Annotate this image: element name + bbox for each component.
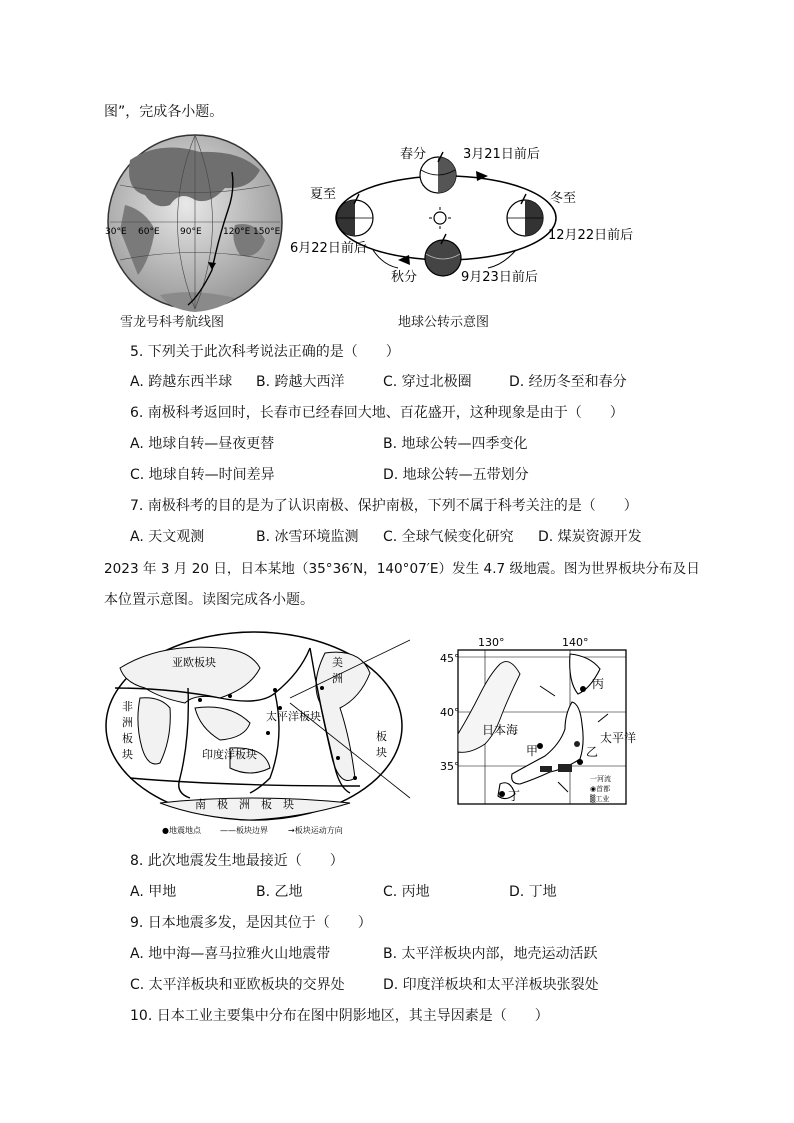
plate-pacific: 太平洋板块 [266,710,321,723]
orbit-winter: 冬至 [550,191,577,206]
japan-ding-label: 丁 [508,789,521,803]
q9-stem: 9. 日本地震多发，是因其位于（ ） [130,915,372,931]
orbit-caption: 地球公转示意图 [398,315,490,330]
q8-option-c[interactable]: C. 丙地 [383,884,430,900]
q8-option-d[interactable]: D. 丁地 [509,884,557,900]
orbit-winter-date: 12月22日前后 [548,228,634,243]
q9-option-d[interactable]: D. 印度洋板块和太平洋板块张裂处 [383,977,599,993]
q7-option-a[interactable]: A. 天文观测 [130,529,205,545]
globe-label-60e: 60°E [138,227,160,237]
orbit-spring-date: 3月21日前后 [463,147,540,162]
japan-legend-river: 一河流 [590,775,611,783]
q10-stem: 10. 日本工业主要集中分布在图中阴影地区，其主导因素是（ ） [130,1008,549,1024]
japan-sea-label: 日本海 [482,723,519,737]
orbit-autumn-date: 9月23日前后 [461,270,538,285]
legend-motion: →板块运动方向 [288,826,343,835]
q5-option-a[interactable]: A. 跨越东西半球 [130,374,233,390]
plate-african-2: 洲 [122,716,133,729]
q5-option-c[interactable]: C. 穿过北极圈 [383,374,472,390]
japan-bing-label: 丙 [592,677,605,691]
japan-lat-35: 35° [440,760,460,773]
plate-america-4: 块 [376,746,387,759]
japan-legend-capital: ◉首都 [590,785,611,793]
q8-option-a[interactable]: A. 甲地 [130,884,177,900]
globe-caption: 雪龙号科考航线图 [120,315,225,330]
q8-option-b[interactable]: B. 乙地 [256,884,303,900]
q7-option-c[interactable]: C. 全球气候变化研究 [383,529,514,545]
japan-inset-map [440,634,637,814]
q7-option-d[interactable]: D. 煤炭资源开发 [538,529,642,545]
orbit-summer: 夏至 [310,187,337,202]
plate-indo-oceanic: 印度洋板块 [202,748,257,761]
globe-label-150e: 150°E [253,227,281,237]
japan-lon-130: 130° [478,636,505,649]
globe-label-90e: 90°E [180,227,202,237]
passage2-line1: 2023 年 3 月 20 日，日本某地（35°36′N，140°07′E）发生 4.7 级地震。图为世界板块分布及日 [104,561,700,577]
plate-african-4: 块 [122,748,133,761]
q5-stem: 5. 下列关于此次科考说法正确的是（ ） [130,344,400,360]
globe-label-30e: 30°E [105,227,127,237]
japan-yi-label: 乙 [586,745,599,759]
orbit-spring: 春分 [400,147,427,162]
q9-option-a[interactable]: A. 地中海—喜马拉雅火山地震带 [130,946,331,962]
q9-option-b[interactable]: B. 太平洋板块内部，地壳运动活跃 [383,946,598,962]
q6-option-c[interactable]: C. 地球自转—时间差异 [130,467,275,483]
japan-legend-industry: ▒工业 [590,795,610,803]
q9-option-c[interactable]: C. 太平洋板块和亚欧板块的交界处 [130,977,345,993]
plate-african-1: 非 [122,700,133,713]
q5-option-b[interactable]: B. 跨越大西洋 [256,374,345,390]
japan-lon-140: 140° [562,636,589,649]
orbit-autumn: 秋分 [391,270,418,285]
plate-antarctic: 南 极 洲 板 块 [195,798,294,811]
world-plates-map [100,628,410,838]
plate-america-1: 美 [332,656,343,669]
globe-figure [100,130,290,330]
japan-jia-label: 甲 [526,744,539,758]
plate-america-3: 板 [376,730,387,743]
q8-stem: 8. 此次地震发生地最接近（ ） [130,853,344,869]
legend-boundary: ——板块边界 [220,826,268,835]
japan-lat-40: 40° [440,706,460,719]
japan-lat-45: 45° [440,652,460,665]
q6-stem: 6. 南极科考返回时，长春市已经春回大地、百花盛开，这种现象是由于（ ） [130,405,624,421]
q7-option-b[interactable]: B. 冰雪环境监测 [256,529,359,545]
plate-african-3: 板 [122,732,133,745]
globe-label-120e: 120°E [223,227,251,237]
plate-eurasian: 亚欧板块 [172,656,216,669]
intro-text: 图”，完成各小题。 [104,104,224,120]
orbit-figure [288,140,648,290]
q6-option-a[interactable]: A. 地球自转—昼夜更替 [130,436,275,452]
q5-option-d[interactable]: D. 经历冬至和春分 [509,374,627,390]
q6-option-b[interactable]: B. 地球公转—四季变化 [383,436,528,452]
q6-option-d[interactable]: D. 地球公转—五带划分 [383,467,529,483]
plate-america-2: 洲 [332,672,343,685]
legend-quake: ●地震地点 [162,826,201,835]
orbit-summer-date: 6月22日前后 [290,241,367,256]
japan-pacific-label: 太平洋 [600,731,637,745]
passage2-line2: 本位置示意图。读图完成各小题。 [104,592,314,608]
q7-stem: 7. 南极科考的目的是为了认识南极、保护南极，下列不属于科考关注的是（ ） [130,498,638,514]
